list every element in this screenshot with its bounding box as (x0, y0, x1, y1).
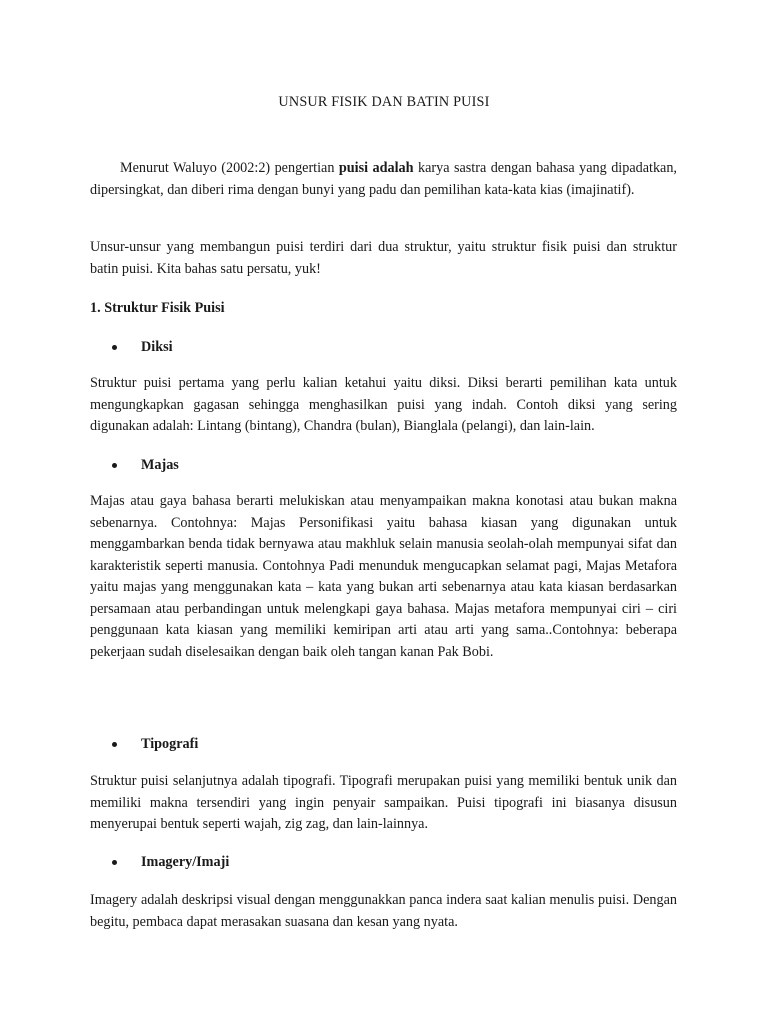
bullet-label: Majas (141, 457, 179, 473)
document-title: UNSUR FISIK DAN BATIN PUISI (278, 94, 490, 110)
bullet-label: Diksi (141, 339, 173, 355)
bullet-icon (112, 860, 117, 865)
bullet-item-diksi (112, 337, 173, 357)
bullet-item-tipografi (112, 734, 198, 754)
structure-overview-paragraph: Unsur-unsur yang membangun puisi terdiri dari dua struktur, yaitu struktur fisik puisi dan struktur batin puisi. Kita bahas satu persatu, yuk! (90, 239, 677, 277)
imagery-paragraph: Imagery adalah deskripsi visual dengan menggunakkan panca indera saat kalian menulis puisi. Dengan begitu, pembaca dapat merasakan suasana dan kesan yang nyata. (90, 892, 677, 930)
section-heading-struktur-fisik: 1. Struktur Fisik Puisi (90, 300, 225, 316)
intro-paragraph (90, 158, 677, 201)
bullet-item-imagery (112, 852, 229, 872)
intro-text-after: karya sastra dengan bahasa yang dipadatkan, dipersingkat, dan diberi rima dengan bunyi yang padu dan pemilihan kata-kata kias (imajinatif). (90, 160, 677, 198)
majas-paragraph: Majas atau gaya bahasa berarti melukiskan atau menyampaikan makna konotasi atau bukan makna sebenarnya. Contohnya: Majas Personifikasi yaitu bahasa kiasan yang digunakan untuk menggambarkan benda tidak bernyawa atau makhluk selain manusia seolah-olah mempunyai sifat dan karakteristik seperti manusia. Contohnya Padi menunduk mengucapkan selamat pagi, Majas Metafora yaitu majas yang menggunakan kata – kata yang bukan arti sebenarnya atau kata kiasan berdasarkan persamaan atau perbandingan untuk melengkapi gaya bahasa. Majas metafora mempunyai ciri – ciri penggunaan kata kiasan yang memiliki kemiripan arti atau arti yang sama..Contohnya: beberapa pekerjaan sudah diselesaikan dengan baik oleh tangan kanan Pak Bobi. (90, 493, 677, 660)
bullet-icon (112, 345, 117, 350)
diksi-paragraph: Struktur puisi pertama yang perlu kalian ketahui yaitu diksi. Diksi berarti pemilihan kata untuk mengungkapkan gagasan sehingga menghasilkan puisi yang indah. Contoh diksi yang sering digunakan adalah: Lintang (bintang), Chandra (bulan), Bianglala (pelangi), dan lain-lain. (90, 375, 677, 434)
intro-text-bold: puisi adalah (338, 160, 414, 176)
bullet-icon (112, 463, 117, 468)
intro-text-before: Menurut Waluyo (2002:2) pengertian (120, 160, 339, 176)
tipografi-paragraph: Struktur puisi selanjutnya adalah tipografi. Tipografi merupakan puisi yang memiliki bentuk unik dan memiliki makna tersendiri yang ingin penyair sampaikan. Puisi tipografi ini biasanya disusun menyerupai bentuk seperti wajah, zig zag, dan lain-lainnya. (90, 773, 677, 832)
bullet-icon (112, 742, 117, 747)
bullet-item-majas (112, 455, 179, 475)
bullet-label: Imagery/Imaji (141, 854, 230, 870)
bullet-label: Tipografi (141, 736, 199, 752)
